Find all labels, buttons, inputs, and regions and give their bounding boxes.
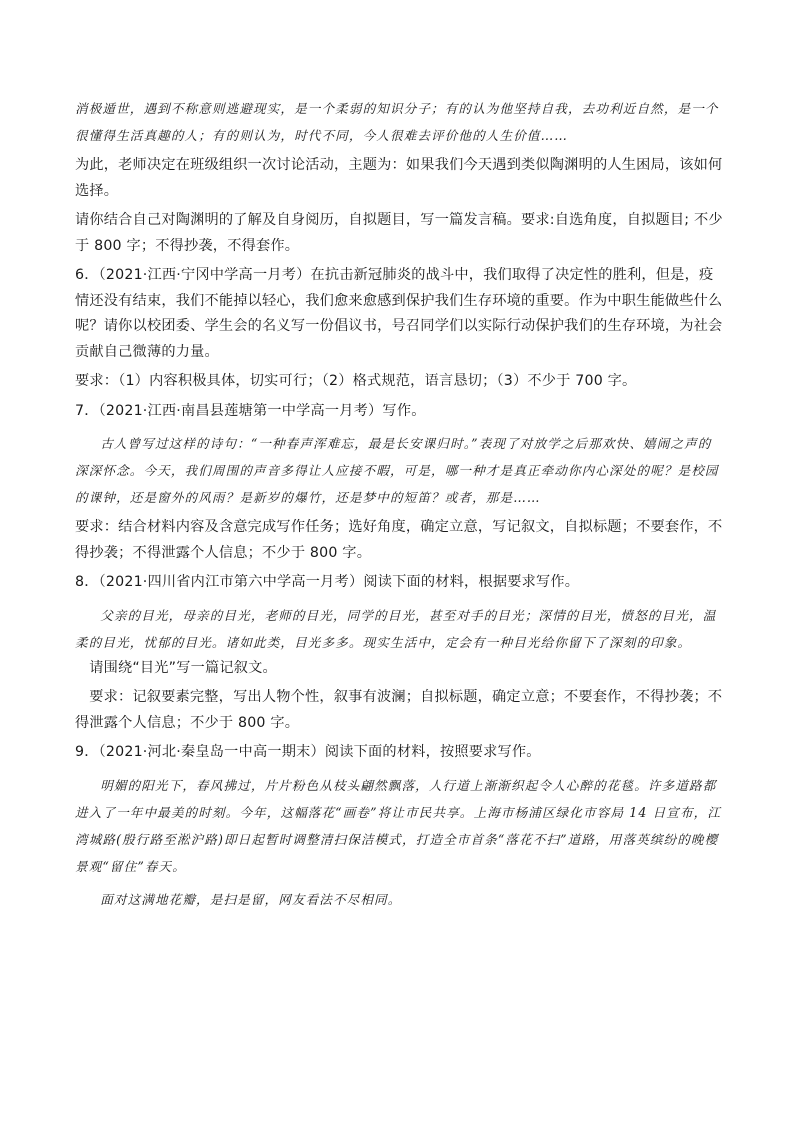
task-requirement: 请你结合自己对陶渊明的了解及自身阅历，自拟题目，写一篇发言稿。要求:自选角度，自拟题目; 不少于 800 字；不得抄袭，不得套作。	[75, 212, 723, 254]
question-8-requirement: 要求：记叙要素完整，写出人物个性，叙事有波澜；自拟标题，确定立意；不要套作，不得抄袭；不得泄露个人信息；不少于 800 字。	[75, 689, 723, 731]
question-6-requirement: 要求：（1）内容积极具体，切实可行；（2）格式规范，语言恳切；（3）不少于 700 字。	[75, 373, 637, 389]
material-continuation: 消极遁世，遇到不称意则逃避现实，是一个柔弱的知识分子；有的认为他坚持自我，去功利近自然，是一个很懂得生活真趣的人；有的则认为，时代不同，今人很难去评价他的人生价值……	[75, 101, 719, 143]
question-8: 8．（2021·四川省内江市第六中学高一月考）阅读下面的材料，根据要求写作。	[75, 574, 580, 590]
question-9: 9．（2021·河北·秦皇岛一中高一期末）阅读下面的材料，按照要求写作。	[75, 744, 541, 760]
question-7-requirement: 要求：结合材料内容及含意完成写作任务；选好角度，确定立意，写记叙文，自拟标题；不要套作，不得抄袭；不得泄露个人信息；不少于 800 字。	[75, 519, 723, 561]
page-content	[75, 95, 725, 913]
question-8-task: 请围绕“目光”写一篇记叙文。	[89, 659, 277, 676]
question-9-material: 明媚的阳光下，春风拂过，片片粉色从枝头翩然飘落，人行道上渐渐织起令人心醉的花毯。许多道路都进入了一年中最美的时刻。今年，这幅落花“画卷”将让市民共享。上海市杨浦区绿化市容局 14 日宣布，江湾城路(殷行路至淞沪路)即日起暂时调整清扫保洁模式，打造全市首条“落花不扫”道路，用落英缤纷的晚樱景观“留住”春天。	[75, 777, 722, 874]
question-7: 7．（2021·江西·南昌县莲塘第一中学高一月考）写作。	[75, 402, 426, 419]
task-instruction: 为此，老师决定在班级组织一次讨论活动，主题为：如果我们今天遇到类似陶渊明的人生困局，该如何选择。	[75, 157, 723, 199]
question-6: 6．（2021·江西·宁冈中学高一月考）在抗击新冠肺炎的战斗中，我们取得了决定性的胜利，但是，疫情还没有结束，我们不能掉以轻心，我们愈来愈感到保护我们生存环境的重要。作为中职生能做些什么呢？请你以校团委、学生会的名义写一份倡议书，号召同学们以实际行动保护我们的生存环境，为社会贡献自己微薄的力量。	[75, 267, 723, 360]
question-9-material-2: 面对这满地花瓣，是扫是留，网友看法不尽相同。	[100, 891, 402, 907]
question-8-material: 父亲的目光，母亲的目光，老师的目光，同学的目光，甚至对手的目光；深情的目光，愤怒的目光，温柔的目光，忧郁的目光。诸如此类，目光多多。现实生活中，定会有一种目光给你留下了深刻的印象。	[75, 607, 717, 650]
question-7-material: 古人曾写过这样的诗句：“一种春声浑难忘，最是长安课归时。”表现了对放学之后那欢快、嬉闹之声的深深怀念。今天，我们周围的声音多得让人应接不暇，可是，哪一种才是真正牵动你内心深处的呢？是校园的课钟，还是窗外的风雨？是新岁的爆竹，还是梦中的短笛？或者，那是……	[75, 436, 719, 505]
